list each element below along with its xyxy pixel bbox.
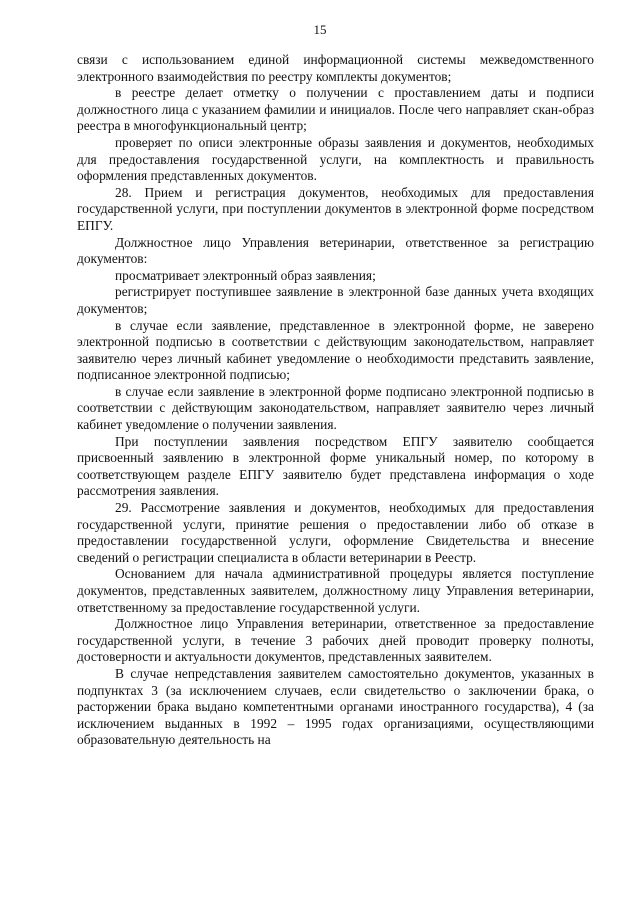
paragraph: просматривает электронный образ заявления; xyxy=(115,267,376,283)
paragraph: Должностное лицо Управления ветеринарии, ответственное за предоставление государственной услуги, в течение 3 рабочих дней проводит проверку полноты, достоверности и актуальности документов, представленных заявителем. xyxy=(77,616,594,665)
paragraph: в реестре делает отметку о получении с проставлением даты и подписи должностного лица с указанием фамилии и инициалов. После чего направляет скан-образ реестра в многофункциональный центр; xyxy=(77,85,594,134)
section-29-heading: 29. Рассмотрение заявления и документов, необходимых для предоставления государственной услуги, принятие решения о предоставлении либо об отказе в предоставлении государственной услуги, оформление Свидетельства и внесение сведений о регистрации специалиста в области ветеринарии в Реестр. xyxy=(77,500,594,565)
document-body xyxy=(77,52,594,749)
paragraph: Должностное лицо Управления ветеринарии, ответственное за регистрацию документов: xyxy=(77,234,594,267)
paragraph: проверяет по описи электронные образы заявления и документов, необходимых для предоставления государственной услуги, на комплектность и правильность оформления представленных документов. xyxy=(77,134,594,184)
paragraph-continuation: связи с использованием единой информационной системы межведомственного электронного взаимодействия по реестру комплекты документов; xyxy=(77,52,594,84)
section-28-heading: 28. Прием и регистрация документов, необходимых для предоставления государственной услуги, при поступлении документов в электронной форме посредством ЕПГУ. xyxy=(77,184,594,233)
paragraph: Основанием для начала административной процедуры является поступление документов, представленных заявителем, должностному лицу Управления ветеринарии, ответственному за предоставление государственной услуги. xyxy=(77,566,594,615)
paragraph: в случае если заявление, представленное в электронной форме, не заверено электронной подписью в соответствии с действующим законодательством, направляет заявителю через личный кабинет уведомление о необходимости представить заявление, подписанное электронной подписью; xyxy=(77,317,594,383)
paragraph: При поступлении заявления посредством ЕПГУ заявителю сообщается присвоенный заявлению в электронной форме уникальный номер, по которому в соответствующем разделе ЕПГУ заявителю будет представлена информация о ходе рассмотрения заявления. xyxy=(77,433,594,499)
paragraph: в случае если заявление в электронной форме подписано электронной подписью в соответствии с действующим законодательством, направляет заявителю через личный кабинет уведомление о получении заявления. xyxy=(77,383,594,433)
paragraph: В случае непредставления заявителем самостоятельно документов, указанных в подпунктах 3 (за исключением случаев, если свидетельство о заключении брака, о расторжении брака выдано компетентными органами иностранного государства), 4 (за исключением выданных в 1992 – 1995 годах организациями, осуществляющими образовательную деятельность на xyxy=(77,665,594,748)
page-number: 15 xyxy=(313,22,327,37)
paragraph: регистрирует поступившее заявление в электронной базе данных учета входящих документов; xyxy=(77,284,594,316)
